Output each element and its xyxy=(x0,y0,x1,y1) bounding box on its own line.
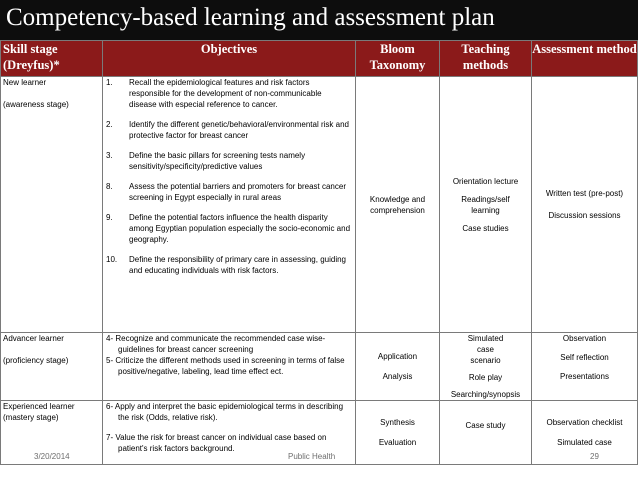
table-header-row xyxy=(1,41,638,77)
footer-date: 3/20/2014 xyxy=(34,452,70,461)
skill-title: Experienced learner xyxy=(3,402,75,411)
objective-item: 9. Define the potential factors influence the health disparity among Egyptian population especially the socio-economic and geography. xyxy=(106,213,351,244)
assessment-method: Simulated case xyxy=(557,438,612,447)
teaching-method: Readings/self learning xyxy=(461,194,510,215)
teaching-method: Role play xyxy=(468,373,503,382)
objective-item: 7- Value the risk for breast cancer on individual case based on patient's risk factors background. xyxy=(106,433,327,453)
assessment-method: Observation xyxy=(562,334,607,343)
skill-title: Advancer learner xyxy=(3,334,64,343)
table-row xyxy=(1,333,638,401)
teaching-cell xyxy=(440,77,532,333)
teaching-cell xyxy=(440,333,532,401)
page-number: 29 xyxy=(590,452,599,461)
skill-stage: (mastery stage) xyxy=(3,413,59,422)
bloom-cell xyxy=(356,333,440,401)
assessment-method: Observation checklist xyxy=(546,418,623,427)
bloom-level: Synthesis xyxy=(380,418,415,427)
skill-stage: (awareness stage) xyxy=(3,100,69,109)
objective-item: 1. Recall the epidemiological features and risk factors responsible for the development of non-communicable disease with especial reference to cancer. xyxy=(106,78,322,109)
assessment-method: Written test (pre-post) xyxy=(545,189,624,198)
assessment-cell xyxy=(532,333,638,401)
competency-table xyxy=(0,40,638,465)
table-row xyxy=(1,77,638,333)
teaching-method: Searching/synopsis xyxy=(450,390,521,399)
objective-item: 10. Define the responsibility of primary care in assessing, guiding and educating individuals with risk factors. xyxy=(106,255,346,275)
title-bar xyxy=(0,0,638,40)
assessment-method: Presentations xyxy=(560,372,609,381)
bloom-cell xyxy=(356,77,440,333)
skill-stage-cell xyxy=(1,77,103,333)
teaching-method: Case studies xyxy=(462,223,509,233)
objectives-cell xyxy=(103,333,356,401)
objective-item: 6- Apply and interpret the basic epidemiological terms in describing the risk (Odds, relative risk). xyxy=(106,402,344,422)
bloom-level: Knowledge and comprehension xyxy=(369,194,426,215)
slide-title: Competency-based learning and assessment plan xyxy=(6,4,495,31)
assessment-cell xyxy=(532,77,638,333)
skill-stage: (proficiency stage) xyxy=(3,356,69,365)
skill-title: New learner xyxy=(3,78,47,87)
header-teaching: Teaching methods xyxy=(440,41,532,77)
assessment-method: Discussion sessions xyxy=(548,211,621,220)
assessment-cell xyxy=(532,401,638,465)
bloom-cell xyxy=(356,401,440,465)
skill-stage-cell xyxy=(1,333,103,401)
objective-item: 4- Recognize and communicate the recommended case wise-guidelines for breast cancer screening xyxy=(106,334,326,354)
bloom-level: Application xyxy=(377,352,418,361)
teaching-cell xyxy=(440,401,532,465)
teaching-method: Simulated case scenario xyxy=(467,334,504,365)
header-skill-stage: Skill stage (Dreyfus)* xyxy=(1,41,103,77)
bloom-level: Evaluation xyxy=(378,438,417,447)
header-assessment: Assessment method xyxy=(532,41,638,77)
assessment-method: Self reflection xyxy=(560,353,609,362)
teaching-method: Orientation lecture xyxy=(452,176,519,186)
header-objectives: Objectives xyxy=(103,41,356,77)
bloom-level: Analysis xyxy=(382,372,413,381)
teaching-method: Case study xyxy=(465,421,506,430)
objectives-cell xyxy=(103,77,356,333)
header-bloom: Bloom Taxonomy xyxy=(356,41,440,77)
objective-item: 5- Criticize the different methods used in screening in terms of false positive/negative, labeling, lead time effect ect. xyxy=(106,356,345,376)
objective-item: 8. Assess the potential barriers and promoters for breast cancer screening in Egypt especially in rural areas xyxy=(106,182,346,202)
footer-center: Public Health xyxy=(288,452,336,461)
objective-item: 2. Identify the different genetic/behavioral/environmental risk and protective factor for breast cancer xyxy=(106,120,349,140)
objective-item: 3. Define the basic pillars for screening tests namely sensitivity/specificity/predictive values xyxy=(106,151,306,171)
